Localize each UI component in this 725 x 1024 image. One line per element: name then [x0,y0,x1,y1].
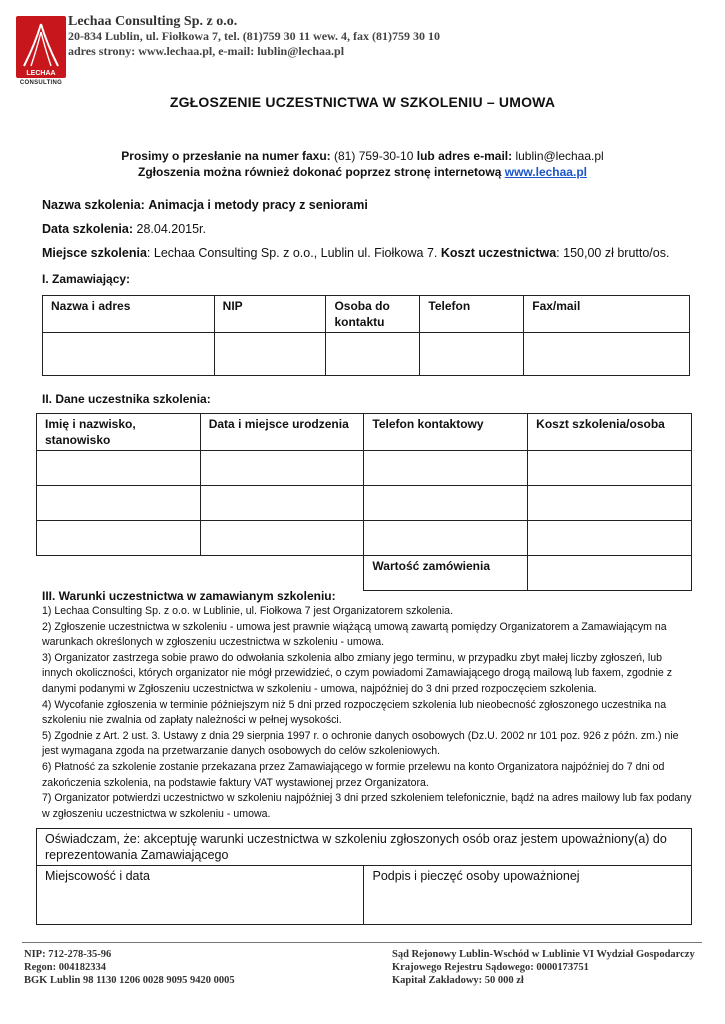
participant-birth-field[interactable] [200,451,364,486]
email-label: lub adres e-mail: [416,149,513,163]
participant-cost-field[interactable] [528,451,692,486]
footer-krs: Krajowego Rejestru Sądowego: 0000173751 [392,962,589,973]
col-full-name: Imię i nazwisko, stanowisko [37,414,201,451]
nip-field[interactable] [214,333,326,376]
condition-item: 7) Organizator potwierdzi uczestnictwo w szkoleniu najpóźniej 3 dni przed szkoleniem telefonicznie, bądź na adres mailowy lub fax podany w zgłoszeniu uczestnictwa w szkoleniu - umowa. [42,792,692,820]
training-name-row [42,198,368,212]
footer-divider [22,942,702,943]
document-title: ZGŁOSZENIE UCZESTNICTWA W SZKOLENIU – UMOWA [169,94,556,110]
empty-cell [37,556,201,591]
condition-item: 3) Organizator zastrzega sobie prawo do odwołania szkolenia albo zmiany jego terminu, w przypadku zbyt małej liczby zgłoszeń, lub innych okoliczności, których organizator nie mógł przewidzieć, o czym powiadomi Zamawiającego drogą mailową lub faxem, zgodnie z danymi podanymi w Zgłoszeniu uczestnictwa w szkoleniu - umowa, najpóźniej do 3 dni przed rozpoczęciem szkolenia. [42,651,673,695]
footer-registry [392,948,695,987]
signature-row [37,866,692,925]
footer-regon: Regon: 004182334 [24,962,106,973]
contact-instructions [0,148,725,180]
footer-company-ids [24,948,235,987]
participants-table [36,413,692,591]
footer-capital: Kapitał Zakładowy: 50 000 zł [392,975,524,986]
email-address: lublin@lechaa.pl [515,149,604,163]
participant-name-field[interactable] [37,521,201,556]
fax-number: (81) 759-30-10 [334,149,414,163]
training-name-value: Animacja i metody pracy z seniorami [148,198,368,212]
website-link[interactable]: www.lechaa.pl [504,165,587,179]
order-value-row [37,556,692,591]
declaration-text: Oświadczam, że: akceptuję warunki uczestnictwa w szkoleniu zgłoszonych osób oraz jestem upoważniony(a) do reprezentowania Zamawiającego [37,829,692,866]
condition-item: 2) Zgłoszenie uczestnictwa w szkoleniu - umowa jest prawnie wiążącą umową zawartą pomiędzy Organizatorem a Zamawiającym na warunkach określonych w zgłoszeniu uczestnictwa w szkoleniu - umowa. [42,620,667,649]
col-birth-date-place: Data i miejsce urodzenia [200,414,364,451]
training-place-label: Miejsce szkolenia [42,246,147,260]
empty-cell [200,556,364,591]
participant-row[interactable] [37,521,692,556]
condition-item: 6) Płatność za szkolenie zostanie przekazana przez Zamawiającego w formie przelewu na konto Organizatora najpóźniej do 7 dni od zakończenia szkolenia, na podstawie faktury VAT wystawionej przez Organizatora. [42,760,665,789]
letterhead [10,12,710,92]
conditions-list [42,604,692,822]
col-contact-person: Osoba do kontaktu [326,296,420,333]
participant-birth-field[interactable] [200,486,364,521]
training-place-row [42,246,669,260]
ordering-party-input-row[interactable] [43,333,690,376]
web-label: Zgłoszenia można również dokonać poprzez stronę internetową [138,165,502,179]
training-cost-label: Koszt uczestnictwa [440,246,557,260]
declaration-row [37,829,692,866]
participant-phone-field[interactable] [364,486,528,521]
col-cost-per-person: Koszt szkolenia/osoba [528,414,692,451]
participant-row[interactable] [37,451,692,486]
order-value-field[interactable] [528,556,692,591]
company-name: Lechaa Consulting Sp. z o.o. [68,14,238,29]
logo-arch-icon [16,16,66,78]
declaration-table [36,828,692,925]
participants-header-row [37,414,692,451]
logo-subtitle: CONSULTING [19,80,63,86]
training-place-value: : Lechaa Consulting Sp. z o.o., Lublin ul. Fiołkowa 7. [146,246,438,260]
participant-name-field[interactable] [37,451,201,486]
fax-mail-field[interactable] [524,333,690,376]
training-date-row [42,222,206,236]
footer-court: Sąd Rejonowy Lublin-Wschód w Lublinie VI Wydział Gospodarczy [392,949,695,960]
ordering-party-table [42,295,690,376]
condition-item: 4) Wycofanie zgłoszenia w terminie późniejszym niż 5 dni przed rozpoczęciem szkolenia lub nieobecność zgłoszonego uczestnika na szkoleniu nie zwalnia od zapłaty należności w pełnej wysokości. [42,698,667,727]
participant-phone-field[interactable] [364,451,528,486]
company-info [68,14,440,59]
footer-bank: BGK Lublin 98 1130 1206 0028 9095 9420 0005 [24,975,235,986]
condition-item: 1) Lechaa Consulting Sp. z o.o. w Lublinie, ul. Fiołkowa 7 jest Organizatorem szkolenia. [42,605,454,617]
participant-birth-field[interactable] [200,521,364,556]
training-cost-value: : 150,00 zł brutto/os. [556,246,670,260]
participant-cost-field[interactable] [528,521,692,556]
training-date-value: 28.04.2015r. [136,222,207,236]
signature-field[interactable]: Podpis i pieczęć osoby upoważnionej [364,866,692,925]
contact-person-field[interactable] [326,333,420,376]
participant-phone-field[interactable] [364,521,528,556]
company-logo [16,16,66,96]
col-contact-phone: Telefon kontaktowy [364,414,528,451]
phone-field[interactable] [420,333,524,376]
company-web: adres strony: www.lechaa.pl, e-mail: lublin@lechaa.pl [68,44,345,58]
footer-nip: NIP: 712-278-35-96 [24,949,112,960]
name-address-field[interactable] [43,333,215,376]
ordering-party-heading: I. Zamawiający: [42,272,131,286]
col-nip: NIP [214,296,326,333]
participants-heading: II. Dane uczestnika szkolenia: [42,392,211,406]
ordering-party-header-row [43,296,690,333]
place-date-field[interactable]: Miejscowość i data [37,866,364,925]
order-value-label: Wartość zamówienia [364,556,528,591]
participant-name-field[interactable] [37,486,201,521]
fax-label: Prosimy o przesłanie na numer faxu: [121,149,331,163]
logo-text: LECHAA [26,70,56,77]
condition-item: 5) Zgodnie z Art. 2 ust. 3. Ustawy z dnia 29 sierpnia 1997 r. o ochronie danych osobowych (Dz.U. 2002 nr 101 poz. 926 z późn. zm.) nie jest wymagana zgoda na przetwarzanie danych osobowych do celów szkoleniowych. [42,729,679,758]
training-date-label: Data szkolenia: [42,222,134,236]
col-fax-mail: Fax/mail [524,296,690,333]
col-phone: Telefon [420,296,524,333]
logo-emblem [16,16,66,78]
company-address: 20-834 Lublin, ul. Fiołkowa 7, tel. (81)759 30 11 wew. 4, fax (81)759 30 10 [68,29,441,43]
participant-cost-field[interactable] [528,486,692,521]
training-name-label: Nazwa szkolenia: [42,198,145,212]
conditions-heading: III. Warunki uczestnictwa w zamawianym szkoleniu: [42,589,336,603]
col-name-address: Nazwa i adres [43,296,215,333]
participant-row[interactable] [37,486,692,521]
